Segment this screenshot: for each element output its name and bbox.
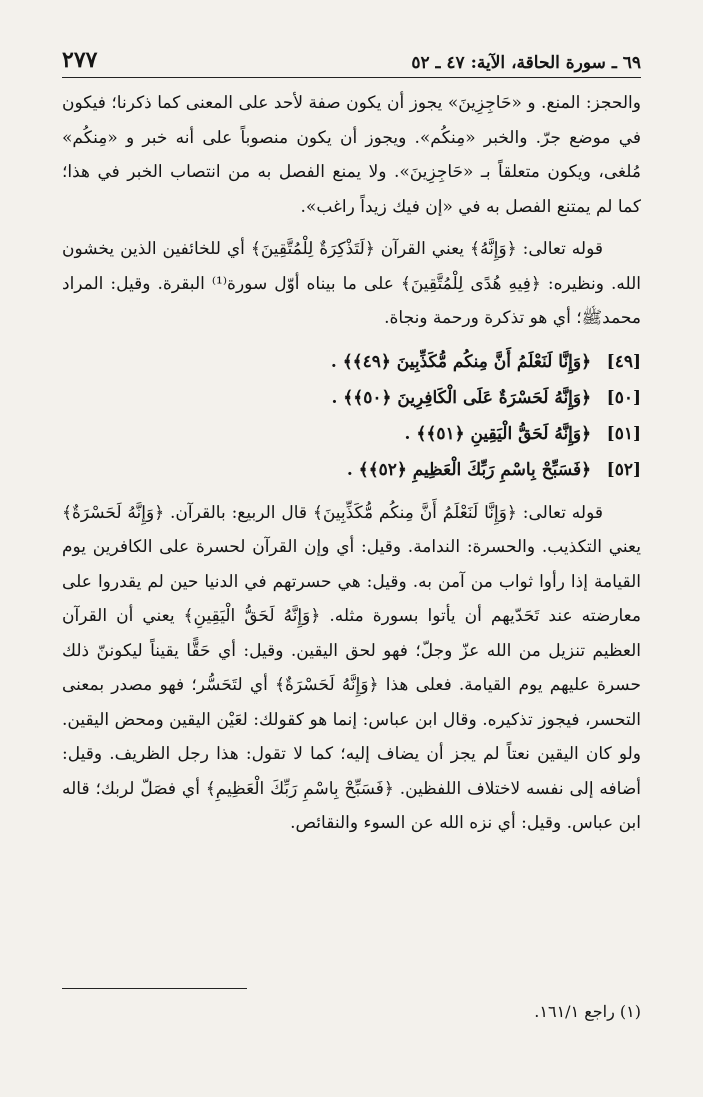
page-number: ٢٧٧ [62,47,98,73]
footnote-divider [62,988,247,989]
paragraph: قوله تعالى: ﴿وَإِنَّهُ﴾ يعني القرآن ﴿لَتَذْكِرَةٌ لِلْمُتَّقِينَ﴾ أي للخائفين الذين يخشون الله. ونظيره: ﴿فِيهِ هُدًى لِلْمُتَّقِينَ﴾ على ما بيناه أوّل سورة⁽¹⁾ البقرة. وقيل: المراد محمدﷺ؛ أي هو تذكرة ورحمة ونجاة. [62,239,641,328]
verse-text: ﴿فَسَبِّحْ بِاسْمِ رَبِّكَ الْعَظِيمِ ﴿٥٢﴾﴾ . [346,459,592,480]
verse-text: ﴿وَإِنَّهُ لَحَسْرَةٌ عَلَى الْكَافِرِينَ ﴿٥٠﴾﴾ . [331,387,592,408]
verse-line [62,380,641,416]
verse-number: [٥٢] [606,459,641,480]
page-header [62,42,641,78]
verse-line [62,452,641,488]
verse-number: [٤٩] [606,351,641,372]
commentary-paragraph: قوله تعالى: ﴿وَإِنَّا لَنَعْلَمُ أَنَّ مِنكُم مُّكَذِّبِينَ﴾ قال الربيع: بالقرآن. ﴿وَإِنَّهُ لَحَسْرَةٌ﴾ يعني التكذيب. والحسرة: الندامة. وقيل: أي وإن القرآن لحسرة على الكافرين يوم القيامة إذا رأوا ثواب من آمن به. وقيل: هي حسرتهم في الدنيا حين لم يقدروا على معارضته عند تَحَدّيهم أن يأتوا بسورة مثله. ﴿وَإِنَّهُ لَحَقُّ الْيَقِينِ﴾ يعني أن القرآن العظيم تنزيل من الله عزّ وجلّ؛ فهو لحق اليقين. وقيل: أي حَقًّا يقيناً ليكوننّ ذلك حسرة عليهم يوم القيامة. فعلى هذا ﴿وَإِنَّهُ لَحَسْرَةٌ﴾ أي لتَحَسُّر؛ فهو مصدر بمعنى التحسر، فيجوز تذكيره. وقال ابن عباس: إنما هو كقولك: لعَيْن اليقين ومحض اليقين. ولو كان اليقين نعتاً لم يجز أن يضاف إليه؛ كما لا تقول: هذا رجل الظريف. وقيل: أضافه إلى نفسه لاختلاف اللفظين. ﴿فَسَبِّحْ بِاسْمِ رَبِّكَ الْعَظِيمِ﴾ أي فصَلّ لربك؛ قاله ابن عباس. وقيل: أي نزه الله عن السوء والنقائص. [62,502,642,833]
verse-text: ﴿وَإِنَّا لَنَعْلَمُ أَنَّ مِنكُم مُّكَذِّبِينَ ﴿٤٩﴾﴾ . [330,351,592,372]
footnote: (١) راجع ١٦١/١. [534,1002,641,1021]
verse-block [62,344,641,488]
verse-line [62,344,641,380]
page-body [62,86,641,841]
verse-number: [٥٠] [606,387,641,408]
running-title: ٦٩ ـ سورة الحاقة، الآية: ٤٧ ـ ٥٢ [411,53,641,73]
verse-line [62,416,641,452]
verse-number: [٥١] [606,423,641,444]
verse-text: ﴿وَإِنَّهُ لَحَقُّ الْيَقِينِ ﴿٥١﴾﴾ . [404,423,592,444]
paragraph: والحجز: المنع. و «حَاجِزِينَ» يجوز أن يكون صفة لأحد على المعنى كما ذكرنا؛ فيكون في موضع جرّ. والخبر «مِنكُم». ويجوز أن يكون منصوباً على أنه خبر و «مِنكُم» مُلغى، ويكون متعلقاً بـ «حَاجِزِينَ». ولا يمنع الفصل به من انتصاب الخبر في هذا؛ كما لم يمتنع الفصل به في «إن فيك زيداً راغب». [62,93,641,217]
